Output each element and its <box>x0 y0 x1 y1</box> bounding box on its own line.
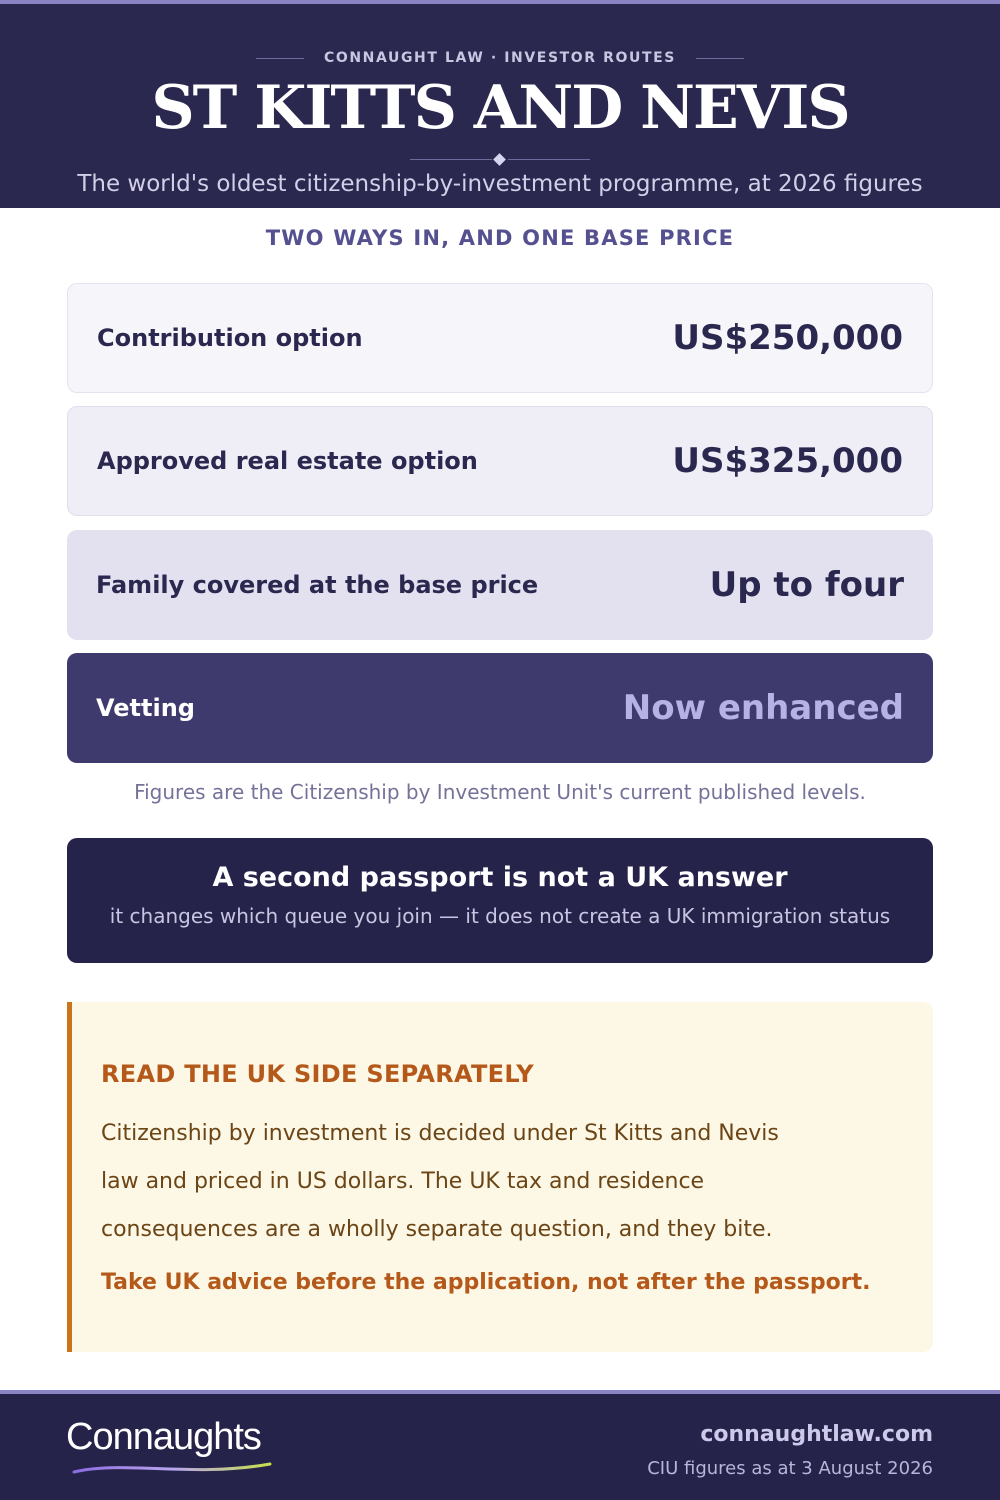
card-label: Approved real estate option <box>97 447 478 475</box>
figures-note: Figures are the Citizenship by Investment Unit's current published levels. <box>134 780 866 804</box>
eyebrow-text: CONNAUGHT LAW · INVESTOR ROUTES <box>323 50 676 66</box>
card-vetting <box>67 653 933 763</box>
uk-callout <box>67 1002 933 1352</box>
header-banner <box>0 0 1000 208</box>
ornament-rule-right <box>508 159 590 160</box>
warning-banner <box>67 838 933 963</box>
card-family <box>67 530 933 640</box>
figures-date: CIU figures as at 3 August 2026 <box>647 1458 933 1479</box>
warning-title: A second passport is not a UK answer <box>212 862 788 893</box>
card-contribution <box>67 283 933 393</box>
card-value: Now enhanced <box>622 688 904 728</box>
card-real-estate <box>67 406 933 516</box>
card-label: Contribution option <box>97 324 363 352</box>
page-title: ST KITTS AND NEVIS <box>151 73 849 143</box>
warning-subtitle: it changes which queue you join — it does not create a UK immigration status <box>109 904 891 928</box>
card-label: Vetting <box>96 694 195 722</box>
card-value: US$325,000 <box>672 441 903 481</box>
logo-swoosh-icon <box>72 1458 272 1478</box>
page-subtitle: The world's oldest citizenship-by-investment programme, at 2026 figures <box>77 171 923 197</box>
section-heading: TWO WAYS IN, AND ONE BASE PRICE <box>265 226 735 250</box>
callout-emphasis: Take UK advice before the application, not after the passport. <box>101 1270 871 1295</box>
card-label: Family covered at the base price <box>96 571 539 599</box>
footer <box>0 1390 1000 1500</box>
card-value: US$250,000 <box>672 318 903 358</box>
website-link[interactable]: connaughtlaw.com <box>700 1422 933 1447</box>
callout-body: Citizenship by investment is decided under St Kitts and Nevis law and priced in US dollars. The UK tax and residence consequences are a wholly separate question, and they bite. <box>101 1121 779 1242</box>
eyebrow-rule-left <box>256 58 304 59</box>
callout-title: READ THE UK SIDE SEPARATELY <box>101 1060 534 1088</box>
divider-ornament <box>410 154 590 166</box>
card-value: Up to four <box>709 565 904 605</box>
ornament-rule-left <box>410 159 492 160</box>
eyebrow-row <box>0 50 1000 66</box>
connaughts-logo: Connaughts <box>66 1416 261 1458</box>
diamond-icon <box>493 153 506 166</box>
eyebrow-rule-right <box>696 58 744 59</box>
